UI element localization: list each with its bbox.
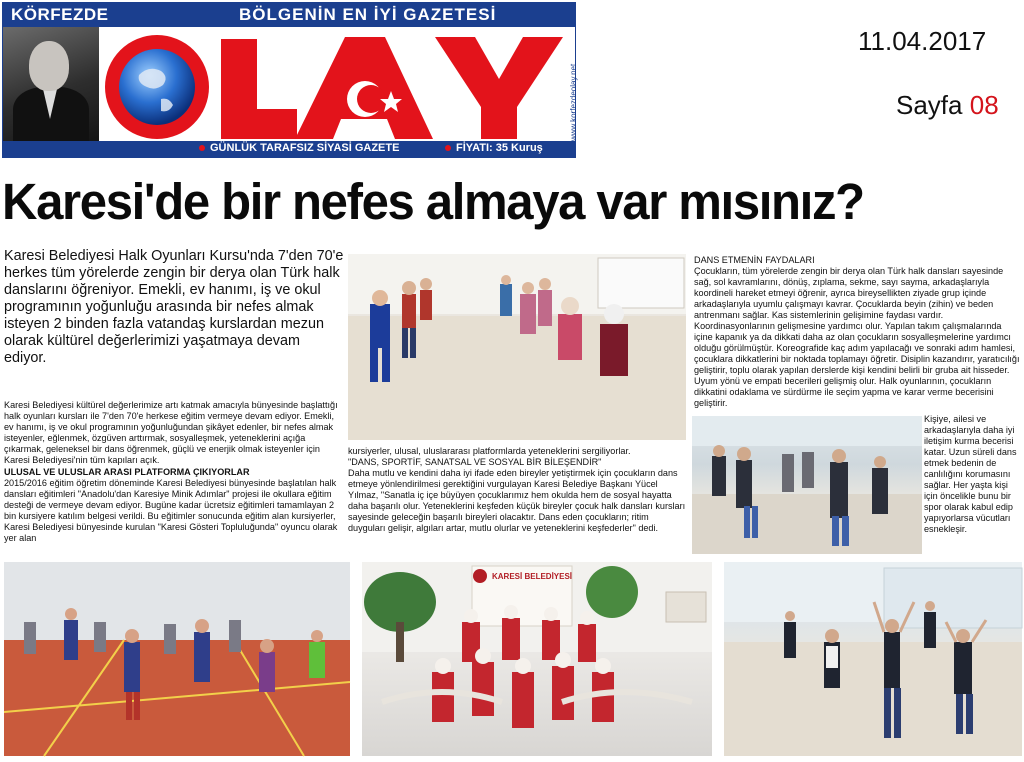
column-2-paragraph-1: kursiyerler, ulusal, uluslararası platformlarda yeteneklerini sergiliyorlar. xyxy=(348,446,631,456)
photo-children-gym xyxy=(4,562,350,756)
masthead-price: FİYATI: 35 Kuruş xyxy=(445,142,543,154)
column-1-paragraph-1: Karesi Belediyesi kültürel değerlerimize artı katmak amacıyla bünyesinde başlattığı halk oyunları kursları ile 7'den 70'e herkese eğitim vermeye devam ediyor. Emekli, ev hanımı, iş ve okul programının yoğunluğundan şikâyet edenler, bir nefes almak isteyenler, eğlenmek, özgüven arttırmak, sosyalleşmek, yeteneklerini açığa çıkarmak, geleneksel bir dans öğrenmek, güçlü ve enerjik olmak isteyenler için Karesi Belediyesi'nin tüm kapıları açık. xyxy=(4,400,338,465)
article-headline: Karesi'de bir nefes almaya var mısınız? xyxy=(2,173,864,230)
column-2-subhead: "DANS, SPORTİF, SANATSAL VE SOSYAL BİR BİLEŞENDİR" xyxy=(348,457,602,467)
photo-costumed-performers xyxy=(362,562,712,756)
article-lead: Karesi Belediyesi Halk Oyunları Kursu'nda 7'den 70'e herkes tüm yörelerde zengin bir derya olan Türk halk danslarını öğreniyor. Emekli, ev hanımı, iş ve okul programının yoğunluğu arasında bir nefes almak isteyen 2 binden fazla vatandaş kurslardan mezun olarak kültürel değerlerimizi yaşatmaya devam ediyor. xyxy=(4,248,344,366)
masthead-tagline: GÜNLÜK TARAFSIZ SİYASİ GAZETE xyxy=(199,142,399,154)
column-2-paragraph-2: Daha mutlu ve kendini daha iyi ifade eden bireyler yetiştirmek için çocukların dans etmeye yönlendirilmesi gerektiğini vurgulayan Karesi Belediye Başkanı Yücel Yılmaz, "Sanatla iç içe büyüyen çocuklarımız hem okulda hem de sosyal hayatta daha başarılı olur. Yeteneklerini keşfeden küçük bireyler çocuk halk dansları kursları sayesinde geleceğin başarılı bireyleri olacaktır. Dans eden çocukların; ritim duyguları gelişir, algıları artar, mutlu olurlar ve yeteneklerini keşfederler" dedi. xyxy=(348,468,686,533)
article-column-2 xyxy=(348,446,686,534)
karesi-banner-text: KARESİ BELEDİYESİ xyxy=(492,572,573,581)
clip-date: 11.04.2017 xyxy=(858,26,987,56)
column-3-paragraph-1: Çocukların, tüm yörelerde zengin bir derya olan Türk halk dansları sayesinde sağ, sol kavramlarını, dönüş, zıplama, sekme, sayı sayma, arkadaşlarıyla koordineli hareket etmeyi öğrenir, ayrıca bireysellikten ziyade grup içinde arkadaşlarıyla uyumlu çalışmayı kavrar. Çocuklarda beyin (zihin) ve beden antrenmanı sağlar. Kas sistemlerinin gelişimine faydası vardır. Koordinasyonlarının gelişmesine yardımcı olur. Yapılan takım çalışmalarında içine kapanık ya da dikkati daha az olan çocukların sosyalleşmelerine yardımcı olduğu görülmüştür. Koreografide kaç adım yapılacağı ve sonraki adım hamlesi, çocuklara dikkatlerini bir noktada toplamayı öğretir. Disiplin kazandırır, yaratıcılığı geliştirir, toplu olarak yapılan derslerde kişi kendini belirli bir gruba ait hisseder. Uyum yönü ve empati becerileri gelişmiş olur. Halk oyunlarının, çocukların dikkatini odaklama ve sürdürme ile seçim yapma ve karar verme becerisini geliştirir. xyxy=(694,266,1020,408)
masthead-bottom-bar xyxy=(3,141,575,157)
column-1-subhead: ULUSAL VE ULUSLAR ARASI PLATFORMA ÇIKIYORLAR xyxy=(4,467,250,477)
article-column-1 xyxy=(4,400,342,544)
photo-adults-dancing xyxy=(692,416,922,554)
article-column-3 xyxy=(694,255,1022,409)
masthead-korfezde: KÖRFEZDE xyxy=(11,5,109,24)
newspaper-masthead xyxy=(2,2,576,158)
column-3-subhead: DANS ETMENİN FAYDALARI xyxy=(694,255,815,265)
photo-group-dancing-room xyxy=(724,562,1022,756)
masthead-slogan: BÖLGENİN EN İYİ GAZETESİ xyxy=(239,5,497,24)
masthead-top-bar xyxy=(3,3,575,27)
masthead-website: www.korfezdeolay.net xyxy=(569,63,578,141)
column-1-paragraph-2: 2015/2016 eğitim öğretim döneminde Karesi Belediyesi bünyesinde başlatılan halk dansları eğitimleri "Anadolu'dan Karesiye Minik Adımlar" projesi ile okullara eğitim desteği de vermeye devam ediyor. Bugüne kadar ücretsiz eğitimleri tamamlayan 2 bin kursiyere katılım belgesi verildi. Bu eğitimler sonucunda eğitim alan kursiyerler, Karesi Belediyesi bünyesinde kurulan "Karesi Gösteri Topluluğunda" oyuncu olarak yer alan xyxy=(4,478,338,543)
photo-children-hallway xyxy=(348,254,686,440)
olay-logo xyxy=(99,27,567,143)
column-3-paragraph-2: Kişiye, ailesi ve arkadaşlarıyla daha iyi iletişim kurma becerisi katar. Uzun süreli dans etmek bedenin de canlılığını korumasını sağlar. Her yaşta kişi için öncelikle bunu bir spor olarak kabul edip yapıyorlarsa vücutları esnekleşir. xyxy=(924,414,1017,534)
clip-page-number xyxy=(896,90,999,121)
page-label: Sayfa xyxy=(896,90,963,120)
page-number: 08 xyxy=(969,90,999,120)
portrait-image xyxy=(3,27,99,143)
